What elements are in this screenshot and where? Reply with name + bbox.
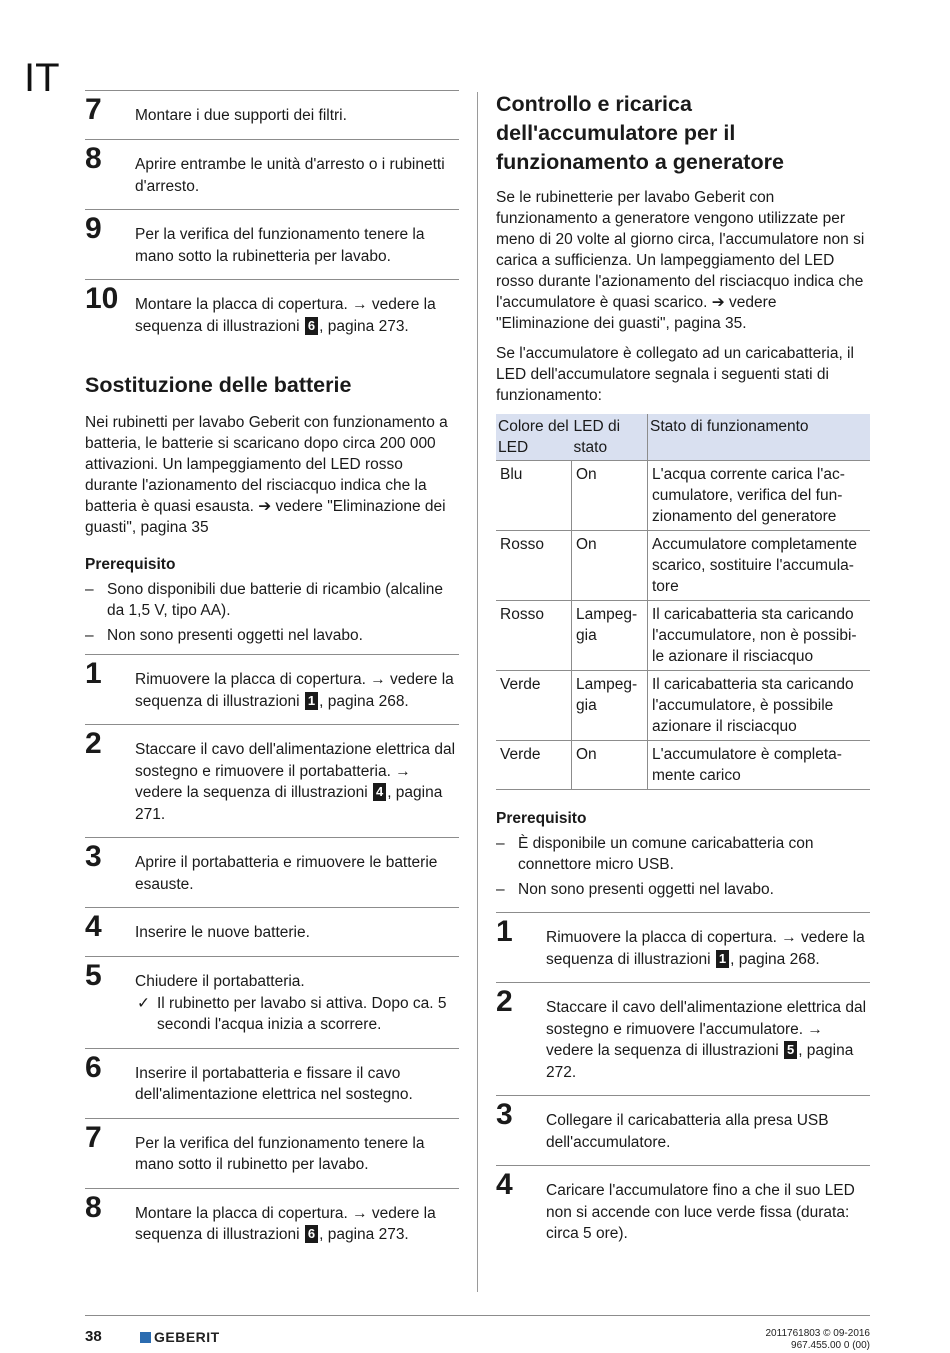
step-4 <box>496 1165 870 1257</box>
step-number: 2 <box>85 727 102 760</box>
logo-square-icon <box>140 1332 151 1343</box>
table-cell: L'accumulatore è completa-mente carico <box>648 741 871 790</box>
prerequisite-list <box>496 833 870 900</box>
table-cell: On <box>572 741 648 790</box>
step-number: 7 <box>85 1120 102 1154</box>
table-cell: Accumulatore completamente scarico, sostituire l'accumula-tore <box>648 531 871 601</box>
column-header: Stato di funzionamento <box>648 414 871 461</box>
table-row <box>496 671 870 741</box>
document-number: 2011761803 © 09-2016 967.455.00 0 (00) <box>765 1328 870 1351</box>
step-number: 6 <box>85 1050 102 1084</box>
step-text: Montare i due supporti dei filtri. <box>135 107 347 124</box>
step-number: 2 <box>496 985 513 1018</box>
step-text: Montare la placca di copertura. → vedere la sequenza di illustrazioni 6 , pagina 273. <box>135 1204 436 1243</box>
list-item: – Sono disponibili due batterie di ricambio (alcaline da 1,5 V, tipo AA). <box>85 581 444 619</box>
step-3 <box>85 837 459 907</box>
step-number: 7 <box>85 93 102 126</box>
led-status-table <box>496 414 870 790</box>
list-item: – Non sono presenti oggetti nel lavabo. <box>496 881 774 898</box>
table-cell: Il caricabatteria sta caricando l'accumulatore, è possibile azionare il risciacquo <box>648 671 871 741</box>
step-text: Chiudere il portabatteria. ✓ Il rubinetto per lavabo si attiva. Dopo ca. 5 secondi l'acqua inizia a scorrere. <box>135 965 459 1036</box>
check-icon: ✓ <box>137 994 150 1012</box>
step-8 <box>85 139 459 209</box>
step-text: Aprire entrambe le unità d'arresto o i rubinetti d'arresto. <box>135 156 445 195</box>
prerequisite-heading: Prerequisito <box>85 556 176 573</box>
column-divider <box>477 92 478 1292</box>
brand-logo <box>140 1329 220 1345</box>
step-10 <box>85 279 459 349</box>
table-cell: Rosso <box>496 531 572 601</box>
prerequisite-list <box>85 579 459 646</box>
step-number: 8 <box>85 1190 102 1224</box>
table-cell: Blu <box>496 461 572 531</box>
step-number: 9 <box>85 212 102 245</box>
table-cell: Rosso <box>496 601 572 671</box>
footer-divider <box>85 1315 870 1316</box>
step-8b <box>85 1188 459 1258</box>
step-text: Montare la placca di copertura. → vedere la sequenza di illustrazioni 6 , pagina 273. <box>135 296 436 335</box>
table-cell: On <box>572 461 648 531</box>
section-intro: Nei rubinetti per lavabo Geberit con funzionamento a batteria, le batterie si scaricano dopo circa 200 000 attivazioni. Un lampeggiamento del LED rosso durante l'azionamento del risciacquo indica che la batteria è quasi esausta. ➔ vedere "Eliminazione dei guasti", pagina 35 <box>85 414 448 536</box>
prerequisite-heading: Prerequisito <box>496 810 587 827</box>
right-column <box>496 90 870 1257</box>
table-row <box>496 741 870 790</box>
illustration-ref: 1 <box>716 950 729 968</box>
step-3 <box>496 1095 870 1165</box>
step-6 <box>85 1048 459 1118</box>
step-number: 5 <box>85 959 102 992</box>
column-header: LED di stato <box>572 414 648 461</box>
table-cell: On <box>572 531 648 601</box>
language-tag: IT <box>24 56 60 100</box>
left-column <box>85 90 459 1258</box>
step-text: Collegare il caricabatteria alla presa USB dell'accumulatore. <box>546 1112 829 1151</box>
step-text: Aprire il portabatteria e rimuovere le batterie esauste. <box>135 854 438 893</box>
step-7b <box>85 1118 459 1188</box>
step-text: Rimuovere la placca di copertura. → vedere la sequenza di illustrazioni 1 , pagina 268. <box>135 671 454 710</box>
step-text: Rimuovere la placca di copertura. → vedere la sequenza di illustrazioni 1 , pagina 268. <box>546 929 865 968</box>
step-number: 1 <box>496 915 513 948</box>
step-2 <box>85 724 459 837</box>
table-row <box>496 531 870 601</box>
step-result: ✓ Il rubinetto per lavabo si attiva. Dopo ca. 5 secondi l'acqua inizia a scorrere. <box>137 994 447 1033</box>
column-header: Colore del LED <box>496 414 572 461</box>
table-cell: Lampeg-gia <box>572 601 648 671</box>
step-text: Staccare il cavo dell'alimentazione elettrica dal sostegno e rimuovere il portabatteria. → vedere la sequenza di illustrazioni 4 , pagina 271. <box>135 741 456 823</box>
section-intro: Se le rubinetterie per lavabo Geberit con funzionamento a generatore vengono utilizzate per meno di 20 volte al giorno circa, l'accumulatore non si carica a sufficienza. Un lampeggiamento del LED rosso durante l'azionamento del risciacquo indica che l'accumulatore è quasi scarico. ➔ vedere "Eliminazione dei guasti", pagina 35. <box>496 189 865 332</box>
step-number: 3 <box>85 840 102 873</box>
table-cell: Verde <box>496 741 572 790</box>
illustration-ref: 6 <box>305 1225 318 1243</box>
step-2 <box>496 982 870 1095</box>
list-item: – È disponibile un comune caricabatteria con connettore micro USB. <box>496 835 814 873</box>
table-cell: Il caricabatteria sta caricando l'accumulatore, non è possibi-le azionare il risciacquo <box>648 601 871 671</box>
step-4 <box>85 907 459 956</box>
step-text: Per la verifica del funzionamento tenere la mano sotto la rubinetteria per lavabo. <box>135 226 425 265</box>
step-text: Per la verifica del funzionamento tenere la mano sotto il rubinetto per lavabo. <box>135 1134 425 1173</box>
brand-name: GEBERIT <box>154 1329 220 1345</box>
illustration-ref: 4 <box>373 783 386 801</box>
step-9 <box>85 209 459 279</box>
table-row <box>496 601 870 671</box>
step-number: 10 <box>85 282 119 315</box>
table-cell: Lampeg-gia <box>572 671 648 741</box>
table-row <box>496 461 870 531</box>
illustration-ref: 6 <box>305 317 318 335</box>
table-header-row <box>496 414 870 461</box>
step-number: 1 <box>85 657 102 690</box>
step-text: Caricare l'accumulatore fino a che il suo LED non si accende con luce verde fissa (durata: circa 5 ore). <box>546 1182 855 1242</box>
section-intro-2: Se l'accumulatore è collegato ad un caricabatteria, il LED dell'accumulatore segnala i seguenti stati di funzionamento: <box>496 345 854 404</box>
step-number: 4 <box>496 1168 513 1201</box>
section-title: Sostituzione delle batterie <box>85 373 352 397</box>
step-number: 3 <box>496 1098 513 1131</box>
table-cell: Verde <box>496 671 572 741</box>
step-1 <box>85 654 459 724</box>
section-title: Controllo e ricarica dell'accumulatore per il funzionamento a generatore <box>496 92 784 174</box>
step-text: Inserire il portabatteria e fissare il cavo dell'alimentazione elettrica nel sostegno. <box>135 1064 413 1103</box>
step-5 <box>85 956 459 1048</box>
step-text: Staccare il cavo dell'alimentazione elettrica dal sostegno e rimuovere l'accumulatore. → vedere la sequenza di illustrazioni 5 , pagina 272. <box>546 999 867 1081</box>
illustration-ref: 5 <box>784 1041 797 1059</box>
table-cell: L'acqua corrente carica l'ac-cumulatore, verifica del fun-zionamento del generatore <box>648 461 871 531</box>
page-number: 38 <box>85 1328 102 1345</box>
step-1 <box>496 912 870 982</box>
illustration-ref: 1 <box>305 692 318 710</box>
step-number: 8 <box>85 142 102 175</box>
step-7 <box>85 90 459 139</box>
step-number: 4 <box>85 910 102 943</box>
step-text: Inserire le nuove batterie. <box>135 924 310 941</box>
list-item: – Non sono presenti oggetti nel lavabo. <box>85 627 363 644</box>
